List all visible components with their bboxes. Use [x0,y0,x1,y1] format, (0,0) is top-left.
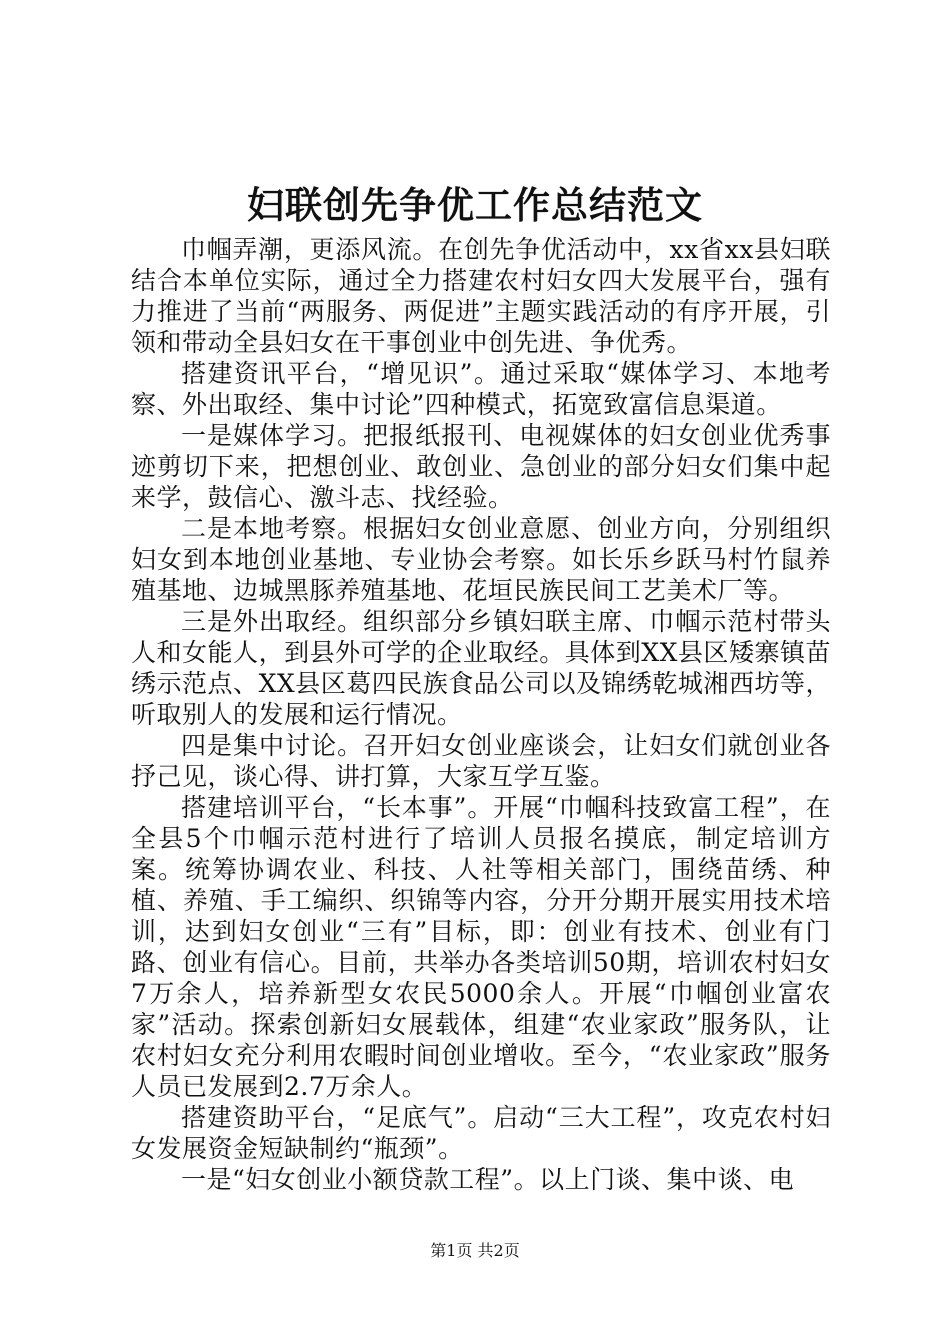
paragraph: 二是本地考察。根据妇女创业意愿、创业方向，分别组织妇女到本地创业基地、专业协会考察。如长乐乡跃马村竹鼠养殖基地、边城黑豚养殖基地、花垣民族民间工艺美术厂等。 [131,514,831,605]
paragraph: 一是媒体学习。把报纸报刊、电视媒体的妇女创业优秀事迹剪切下来，把想创业、敢创业、急创业的部分妇女们集中起来学，鼓信心、激斗志、找经验。 [131,421,831,512]
paragraph: 一是“妇女创业小额贷款工程”。以上门谈、集中谈、电 [181,1165,795,1194]
paragraph: 三是外出取经。组织部分乡镇妇联主席、巾帼示范村带头人和女能人，到县外可学的企业取经。具体到XX县区矮寨镇苗绣示范点、XX县区葛四民族食品公司以及锦绣乾城湘西坊等，听取别人的发展和运行情况。 [131,607,831,729]
paragraph: 搭建培训平台，“长本事”。开展“巾帼科技致富工程”，在全县5个巾帼示范村进行了培训人员报名摸底，制定培训方案。统筹协调农业、科技、人社等相关部门，围绕苗绣、种植、养殖、手工编织、织锦等内容，分开分期开展实用技术培训，达到妇女创业“三有”目标，即：创业有技术、创业有门路、创业有信心。目前，共举办各类培训50期，培训农村妇女7万余人，培养新型女农民5000余人。开展“巾帼创业富农家”活动。探索创新妇女展载体，组建“农业家政”服务队，让农村妇女充分利用农暇时间创业增收。至今，“农业家政”服务人员已发展到2.7万余人。 [131,793,831,1101]
paragraph: 四是集中讨论。召开妇女创业座谈会，让妇女们就创业各抒己见，谈心得、讲打算，大家互学互鉴。 [131,731,831,791]
document-body [131,234,831,1195]
paragraph: 搭建资讯平台，“增见识”。通过采取“媒体学习、本地考察、外出取经、集中讨论”四种模式，拓宽致富信息渠道。 [131,359,831,419]
document-title: 妇联创先争优工作总结范文 [247,183,703,227]
paragraph: 搭建资助平台，“足底气”。启动“三大工程”，攻克农村妇女发展资金短缺制约“瓶颈”。 [131,1103,831,1163]
page-footer: 第1页 共2页 [430,1241,520,1260]
paragraph: 巾帼弄潮，更添风流。在创先争优活动中，xx省xx县妇联结合本单位实际，通过全力搭建农村妇女四大发展平台，强有力推进了当前“两服务、两促进”主题实践活动的有序开展，引领和带动全县妇女在干事创业中创先进、争优秀。 [131,235,831,357]
